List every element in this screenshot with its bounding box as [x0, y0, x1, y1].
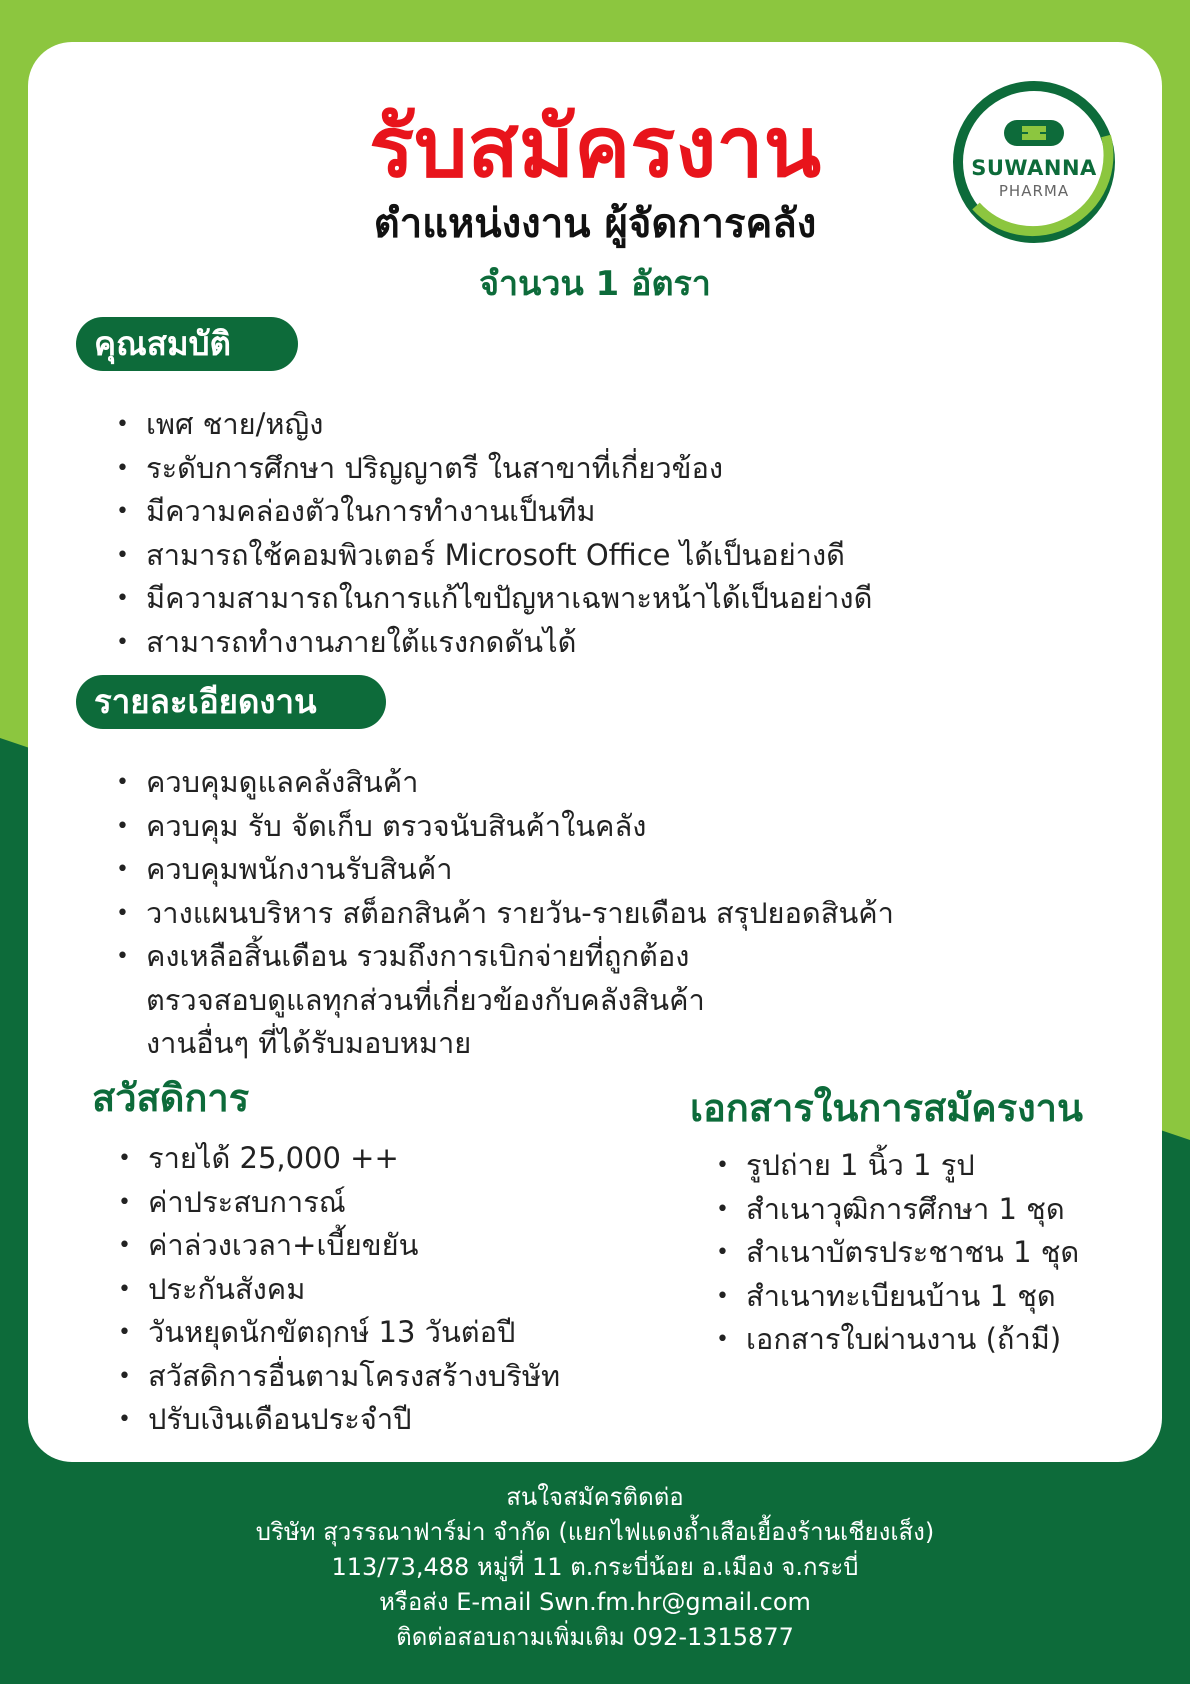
job-details-list [102, 761, 894, 1066]
list-item-continuation: ตรวจสอบดูแลทุกส่วนที่เกี่ยวข้องกับคลังสินค้า [146, 982, 705, 1017]
list-item: • สามารถทำงานภายใต้แรงกดดันได้ [102, 621, 872, 665]
contact-footer [0, 1480, 1190, 1655]
welfare-heading: สวัสดิการ [92, 1076, 250, 1120]
list-item: • ค่าประสบการณ์ [104, 1181, 560, 1225]
qualifications-heading: คุณสมบัติ [76, 317, 298, 371]
list-item: • คงเหลือสิ้นเดือน รวมถึงการเบิกจ่ายที่ถูกต้อง [102, 935, 894, 979]
list-item: • เพศ ชาย/หญิง [102, 403, 872, 447]
list-item-continuation: งานอื่นๆ ที่ได้รับมอบหมาย [146, 1026, 472, 1060]
list-item: • รายได้ 25,000 ++ [104, 1137, 560, 1181]
list-item: • ควบคุมดูแลคลังสินค้า [102, 761, 894, 805]
opening-count: จำนวน 1 อัตรา [479, 264, 711, 304]
qualifications-list [102, 403, 872, 664]
job-position: ตำแหน่งงาน ผู้จัดการคลัง [373, 201, 817, 247]
list-item: • ระดับการศึกษา ปริญญาตรี ในสาขาที่เกี่ยวข้อง [102, 447, 872, 491]
list-item: • ประกันสังคม [104, 1268, 560, 1312]
list-item: • รูปถ่าย 1 นิ้ว 1 รูป [702, 1144, 1079, 1188]
list-item: • สามารถใช้คอมพิวเตอร์ Microsoft Office ได้เป็นอย่างดี [102, 534, 872, 578]
list-item: • สำเนาบัตรประชาชน 1 ชุด [702, 1231, 1079, 1275]
contact-email: หรือส่ง E-mail Swn.fm.hr@gmail.com [379, 1588, 811, 1616]
list-item: • สำเนาทะเบียนบ้าน 1 ชุด [702, 1275, 1079, 1319]
list-item: • วางแผนบริหาร สต็อกสินค้า รายวัน-รายเดือน สรุปยอดสินค้า [102, 892, 894, 936]
contact-heading: สนใจสมัครติดต่อ [506, 1483, 684, 1511]
list-item: • ควบคุม รับ จัดเก็บ ตรวจนับสินค้าในคลัง [102, 805, 894, 849]
logo-name: SUWANNA [971, 156, 1097, 180]
documents-heading: เอกสารในการสมัครงาน [690, 1086, 1083, 1130]
job-details-heading: รายละเอียดงาน [76, 675, 386, 729]
list-item: • มีความสามารถในการแก้ไขปัญหาเฉพาะหน้าได้เป็นอย่างดี [102, 577, 872, 621]
list-item: • ค่าล่วงเวลา+เบี้ยขยัน [104, 1224, 560, 1268]
list-item: • สวัสดิการอื่นตามโครงสร้างบริษัท [104, 1355, 560, 1399]
company-name: บริษัท สุวรรณาฟาร์ม่า จำกัด (แยกไฟแดงถ้ำเสือเยื้องร้านเชียงเส็ง) [255, 1518, 935, 1546]
welfare-list [104, 1137, 560, 1442]
company-address: 113/73,488 หมู่ที่ 11 ต.กระบี่น้อย อ.เมือง จ.กระบี่ [331, 1553, 859, 1581]
list-item: • ปรับเงินเดือนประจำปี [104, 1398, 560, 1442]
list-item: • ควบคุมพนักงานรับสินค้า [102, 848, 894, 892]
list-item: • สำเนาวุฒิการศึกษา 1 ชุด [702, 1188, 1079, 1232]
page-title: รับสมัครงาน [369, 98, 821, 196]
list-item: • มีความคล่องตัวในการทำงานเป็นทีม [102, 490, 872, 534]
list-item: • เอกสารใบผ่านงาน (ถ้ามี) [702, 1318, 1079, 1362]
list-item: • วันหยุดนักขัตฤกษ์ 13 วันต่อปี [104, 1311, 560, 1355]
documents-list [702, 1144, 1079, 1362]
contact-phone: ติดต่อสอบถามเพิ่มเติม 092-1315877 [396, 1623, 794, 1651]
logo-subname: PHARMA [998, 182, 1070, 200]
